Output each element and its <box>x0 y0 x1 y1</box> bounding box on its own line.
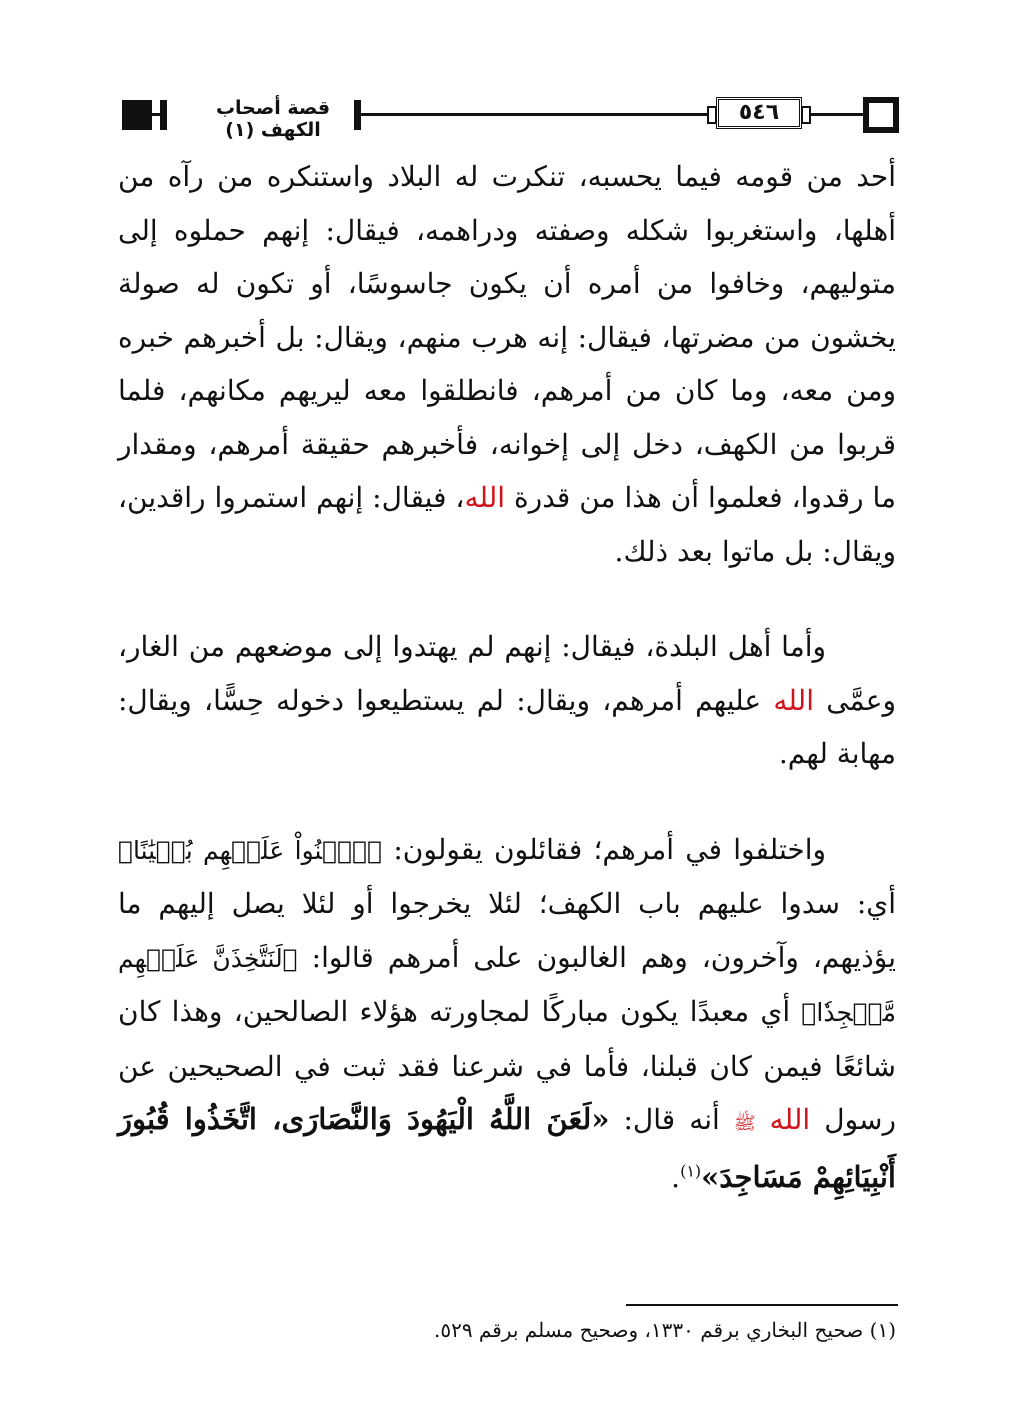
chapter-title: قصة أصحاب الكهف (١) <box>215 97 331 141</box>
divine-name: الله <box>769 1103 811 1136</box>
page-number: ٥٤٦ <box>716 97 802 129</box>
quran-verse: ﴿ٱبۡنُواْ عَلَيۡهِم بُنۡيَٰنًا﴾ <box>118 835 383 865</box>
text-segment: ، فيقال: إنهم استمروا راقدين، ويقال: بل ماتوا بعد ذلك. <box>118 481 896 568</box>
text-segment: أي: سدوا عليهم باب الكهف؛ لئلا يخرجوا أو لئلا يصل إليهم ما يؤذيهم، وآخرون، وهم الغالبون على أمرهم قالوا: <box>118 887 896 974</box>
page-body <box>118 150 896 1204</box>
header-ornament-square-outline <box>863 97 899 133</box>
header-ornament-square <box>122 100 152 130</box>
header-rule-segment <box>808 113 863 116</box>
divine-name: الله <box>464 481 506 514</box>
paragraph-2 <box>118 620 896 781</box>
text-segment: واختلفوا في أمرهم؛ فقائلون يقولون: <box>393 832 827 866</box>
header-rule-segment <box>152 113 160 116</box>
header-ornament-bar <box>160 100 167 130</box>
footnote: (١) صحيح البخاري برقم ١٣٣٠، وصحيح مسلم برقم ٥٢٩. <box>433 1318 896 1342</box>
salawat-symbol: ﷺ <box>733 1113 756 1134</box>
divine-name: الله <box>773 683 814 717</box>
paragraph-1 <box>118 150 896 578</box>
text-segment: أحد من قومه فيما يحسبه، تنكرت له البلاد واستنكره من رآه من أهلها، واستغربوا شكله وصفته ودراهمه، فيقال: إنهم حملوه إلى متوليهم، وخافوا من أمره أن يكون جاسوسًا، أو تكون له صولة يخشون من مضرتها، فيقال: إنه هرب منهم، ويقال: بل أخبرهم خبره ومن معه، وما كان من أمرهم، فانطلقوا معه ليريهم مكانهم، فلما قربوا من الكهف، دخل إلى إخوانه، فأخبرهم حقيقة أمرهم، ومقدار ما رقدوا، فعلموا أن هذا من قدرة <box>118 160 897 514</box>
header-ornament-bar <box>354 100 361 130</box>
header-rule <box>361 113 716 116</box>
footnote-separator <box>626 1304 898 1306</box>
quran-verse: ﴿لَنَتَّخِذَنَّ عَلَيۡهِم مَّسۡجِدٗا﴾ <box>118 943 896 1027</box>
text-segment: . <box>671 1160 681 1194</box>
page-header <box>108 93 901 141</box>
text-segment: أي معبدًا يكون مباركًا لمجاورته هؤلاء الصالحين، وهذا كان شائعًا فيمن كان قبلنا، فأما في شرعنا فقد ثبت في الصحيحين عن رسول <box>118 995 897 1136</box>
text-segment: عليهم أمرهم، ويقال: لم يستطيعوا دخوله حِسًّا، ويقال: مهابة لهم. <box>118 683 896 770</box>
text-segment: أنه قال: <box>623 1103 720 1136</box>
paragraph-3 <box>118 823 896 1205</box>
text-segment: وأما أهل البلدة، فيقال: إنهم لم يهتدوا إلى موضعهم من الغار، وعمَّى <box>118 630 896 717</box>
hadith-quote: «لَعَنَ اللَّهُ الْيَهُودَ وَالنَّصَارَى، اتَّخَذُوا قُبُورَ أَنْبِيَائِهِمْ مَسَاجِدَ» <box>118 1102 896 1194</box>
footnote-reference[interactable]: (١) <box>680 1161 702 1181</box>
